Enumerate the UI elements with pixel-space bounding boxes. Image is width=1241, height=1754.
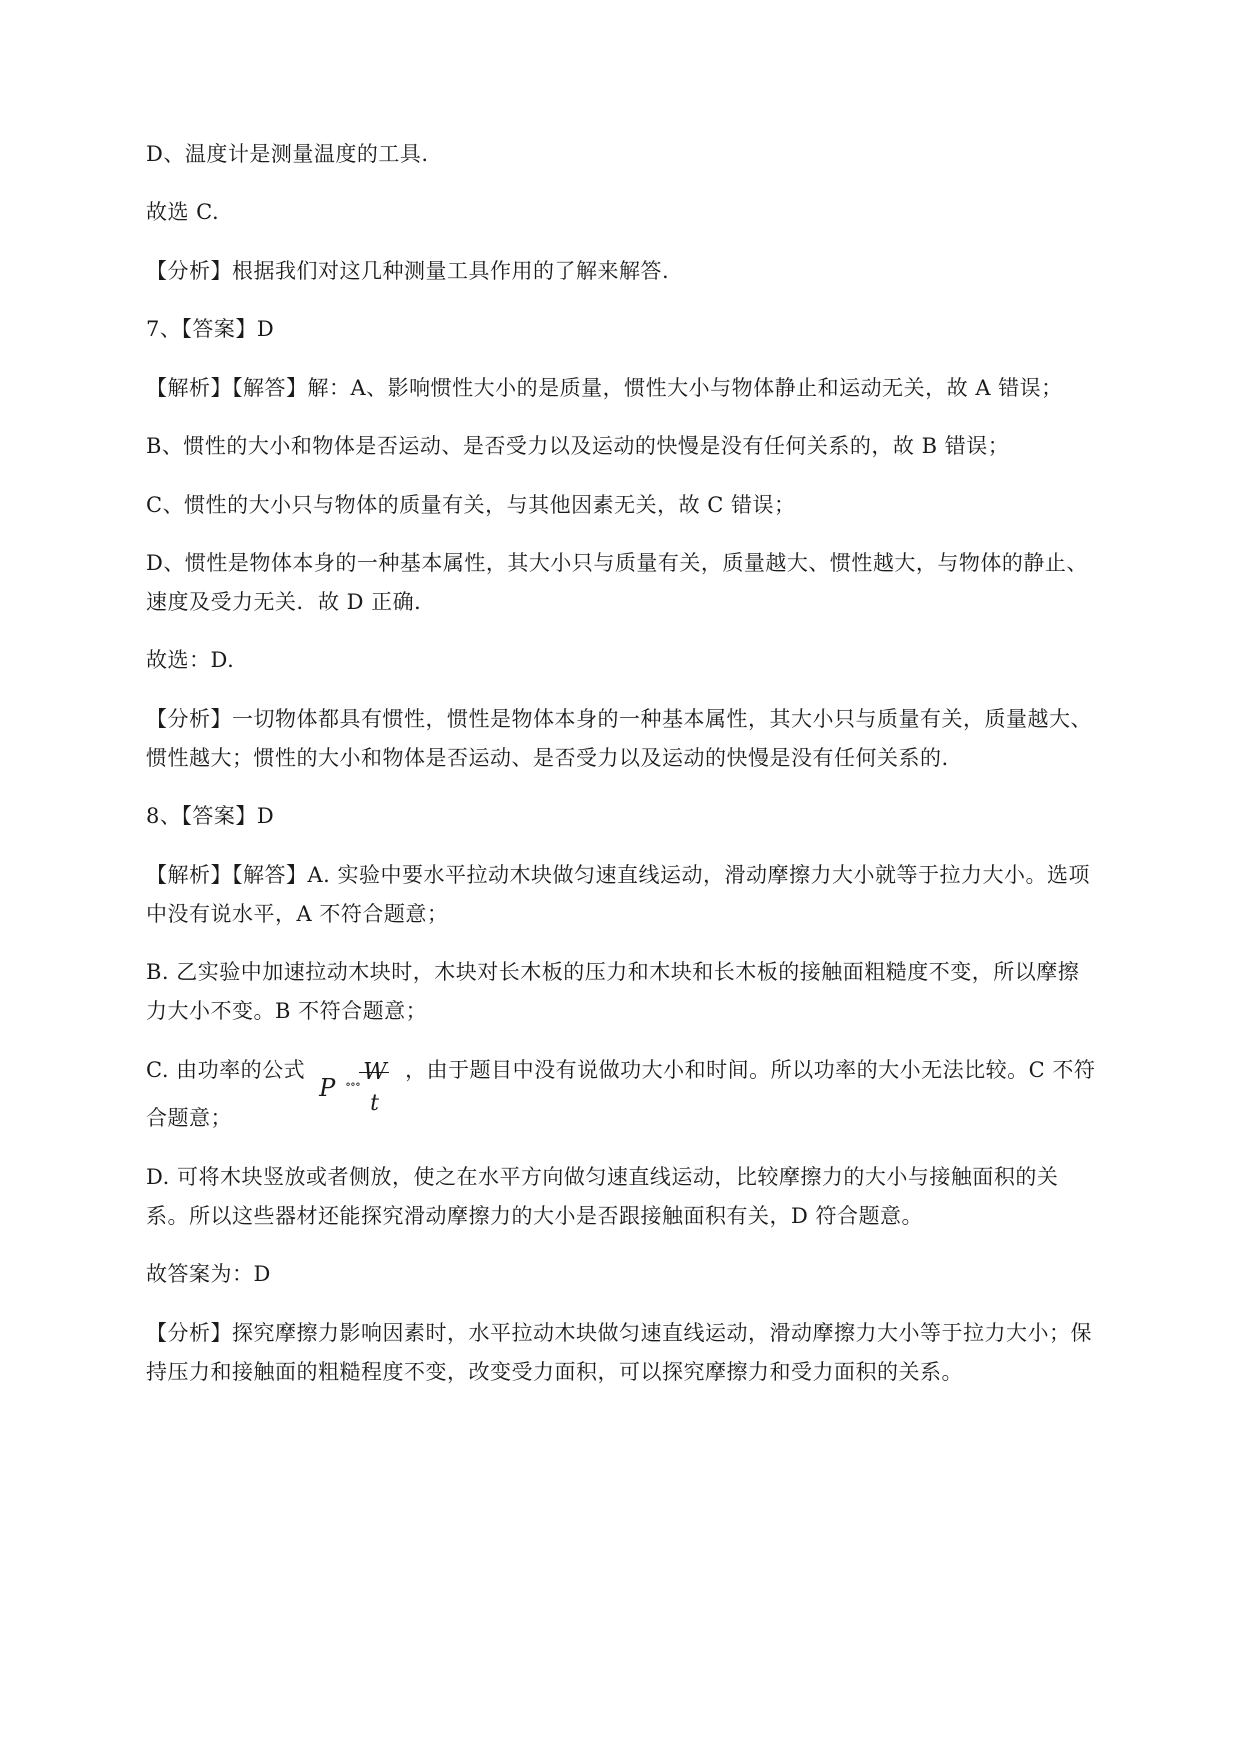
text-line: 【解析】【解答】解：A、影响惯性大小的是质量，惯性大小与物体静止和运动无关，故 A 错误； (146, 376, 1063, 400)
text-line: 故答案为：D (146, 1262, 271, 1286)
text-line: 力大小不变。B 不符合题意； (146, 999, 428, 1023)
text-line: 系。所以这些器材还能探究滑动摩擦力的大小是否跟接触面积有关，D 符合题意。 (146, 1204, 924, 1228)
text-line: 【解析】【解答】A. 实验中要水平拉动木块做匀速直线运动，滑动摩擦力大小就等于拉力大小。选项 (146, 863, 1091, 887)
text-line: 8、【答案】D (146, 804, 275, 828)
text-line: 故选 C. (146, 200, 220, 224)
text-line: C、惯性的大小只与物体的质量有关，与其他因素无关，故 C 错误； (146, 493, 796, 517)
formula-denominator: t (370, 1090, 380, 1116)
text-line: D、惯性是物体本身的一种基本属性，其大小只与质量有关，质量越大、惯性越大，与物体的静止、 (146, 551, 1088, 575)
text-line: 合题意； (146, 1106, 232, 1130)
formula-line-before: C. 由功率的公式 (146, 1058, 306, 1082)
power-formula (319, 1042, 393, 1116)
text-line: 故选：D. (146, 648, 235, 672)
formula-symbol: P (319, 1073, 336, 1102)
formula-numerator: W (363, 1058, 388, 1085)
formula-line-after: ，由于题目中没有说做功大小和时间。所以功率的大小无法比较。C 不符 (405, 1058, 1096, 1082)
fraction-bar (359, 1072, 389, 1073)
text-line: D. 可将木块竖放或者侧放，使之在水平方向做匀速直线运动，比较摩擦力的大小与接触面积的关 (146, 1165, 1059, 1189)
text-line: B. 乙实验中加速拉动木块时，木块对长木板的压力和木块和长木板的接触面粗糙度不变，所以摩擦 (146, 960, 1080, 984)
formula-text-line (146, 1040, 1096, 1116)
formula-operator: ∘∘∘ (345, 1076, 360, 1091)
text-line: 惯性越大；惯性的大小和物体是否运动、是否受力以及运动的快慢是没有任何关系的. (146, 746, 949, 770)
text-line: 7、【答案】D (146, 317, 275, 341)
text-line: D、温度计是测量温度的工具. (146, 142, 429, 166)
text-line: 【分析】探究摩擦力影响因素时，水平拉动木块做匀速直线运动，滑动摩擦力大小等于拉力大小；保 (146, 1321, 1092, 1345)
text-line: 持压力和接触面的粗糙程度不变，改变受力面积，可以探究摩擦力和受力面积的关系。 (146, 1360, 963, 1384)
text-line: B、惯性的大小和物体是否运动、是否受力以及运动的快慢是没有任何关系的，故 B 错误； (146, 434, 1010, 458)
text-line: 【分析】根据我们对这几种测量工具作用的了解来解答. (146, 259, 670, 283)
text-line: 速度及受力无关．故 D 正确． (146, 590, 436, 614)
text-line: 【分析】一切物体都具有惯性，惯性是物体本身的一种基本属性，其大小只与质量有关，质量越大、 (146, 707, 1092, 731)
text-line: 中没有说水平，A 不符合题意； (146, 902, 449, 926)
